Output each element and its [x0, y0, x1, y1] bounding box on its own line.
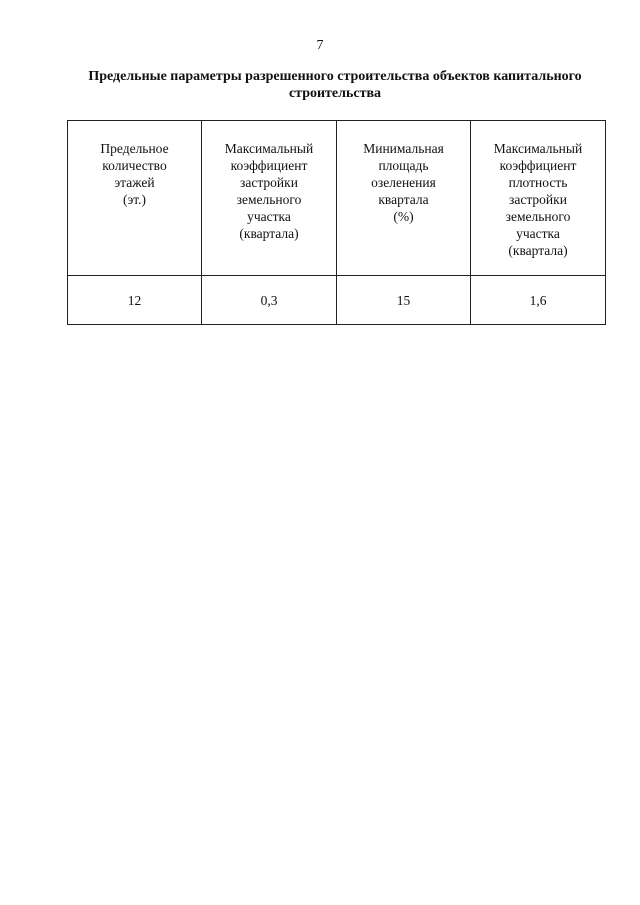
header-density-coefficient: [471, 121, 606, 276]
header-text-line: застройки: [240, 175, 298, 190]
header-text-line: (квартала): [508, 243, 568, 258]
header-text-line: участка: [247, 209, 291, 224]
document-title-line-1: Предельные параметры разрешенного строительства объектов капитального: [88, 69, 582, 84]
header-text-line: Максимальный: [493, 141, 583, 156]
header-text-line: застройки: [509, 192, 567, 207]
document-title: [60, 68, 610, 102]
header-text-line: коэффициент: [230, 158, 308, 173]
header-min-green-area: [337, 121, 471, 276]
parameters-table: [67, 120, 606, 325]
header-text-line: участка: [516, 226, 560, 241]
header-text-line: (эт.): [122, 192, 147, 207]
table-header-row: [68, 121, 606, 276]
header-building-coefficient: [202, 121, 337, 276]
header-text-line: количество: [102, 158, 167, 173]
header-text-line: плотность: [508, 175, 568, 190]
cell-building-coefficient: 0,3: [202, 276, 337, 325]
cell-density-coefficient: 1,6: [471, 276, 606, 325]
header-text-line: (%): [393, 209, 414, 224]
page-number: 7: [316, 38, 324, 53]
table-row: [68, 276, 606, 325]
header-max-floors: [68, 121, 202, 276]
header-text-line: коэффициент: [499, 158, 577, 173]
header-text-line: земельного: [505, 209, 571, 224]
header-text-line: площадь: [378, 158, 429, 173]
cell-min-green-area: 15: [337, 276, 471, 325]
header-text-line: Максимальный: [224, 141, 314, 156]
header-text-line: земельного: [236, 192, 302, 207]
header-text-line: озеленения: [371, 175, 436, 190]
header-text-line: Предельное: [100, 141, 169, 156]
cell-max-floors: 12: [68, 276, 202, 325]
header-text-line: (квартала): [239, 226, 299, 241]
document-title-line-2: строительства: [288, 86, 382, 101]
header-text-line: квартала: [378, 192, 429, 207]
header-text-line: этажей: [114, 175, 155, 190]
header-text-line: Минимальная: [363, 141, 444, 156]
